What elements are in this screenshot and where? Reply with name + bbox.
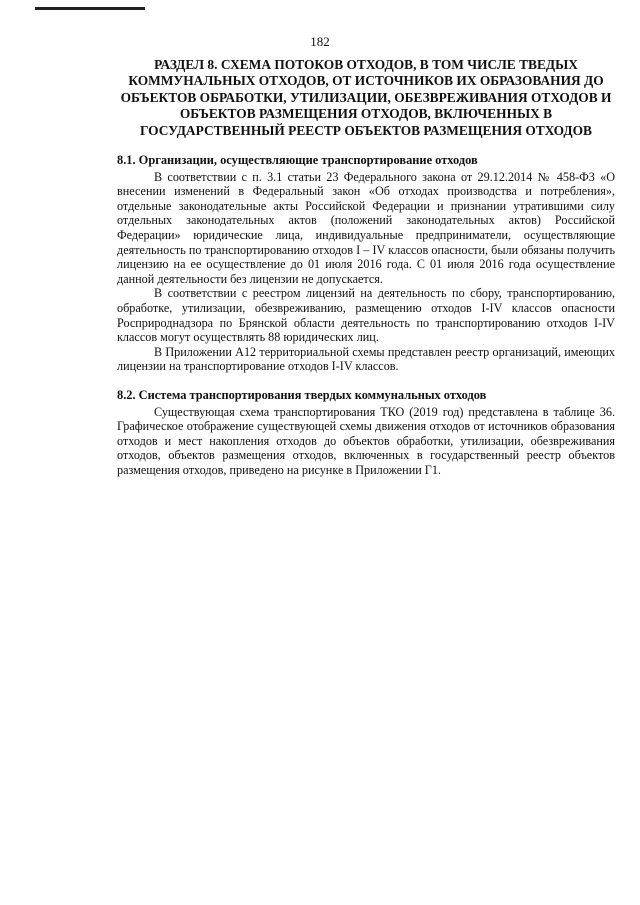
spacer: [117, 374, 615, 388]
section-title-line: ГОСУДАРСТВЕННЫЙ РЕЕСТР ОБЪЕКТОВ РАЗМЕЩЕНИЯ ОТХОДОВ: [139, 122, 592, 138]
section-title-line: РАЗДЕЛ 8. СХЕМА ПОТОКОВ ОТХОДОВ, В ТОМ ЧИСЛЕ ТВЕДЫХ: [154, 57, 578, 72]
section-title-line: КОММУНАЛЬНЫХ ОТХОДОВ, ОТ ИСТОЧНИКОВ ИХ ОБРАЗОВАНИЯ ДО: [128, 73, 604, 89]
paragraph: Существующая схема транспортирования ТКО (2019 год) представлена в таблице 36. Графическое отображение существующей схемы движения отходов от источников образования отходов и мест накопления отходов до объектов обработки, утилизации, обезвреживания отходов, объектов размещения отходов, включенных в государственный реестр объектов размещения отходов, приведено на рисунке в Приложении Г1.: [117, 404, 615, 477]
page-number: 182: [310, 34, 330, 49]
paragraph: В соответствии с реестром лицензий на деятельность по сбору, транспортированию, обработке, утилизации, обезвреживанию, размещению отходов I-IV классов опасности Росприроднадзора по Брянской области деятельность по транспортированию отходов I-IV классов могут осуществлять 88 юридических лиц.: [117, 286, 615, 345]
section-title: [117, 57, 615, 139]
section-title-line: ОБЪЕКТОВ РАЗМЕЩЕНИЯ ОТХОДОВ, ВКЛЮЧЕННЫХ В: [179, 106, 553, 122]
section-title-line: ОБЪЕКТОВ ОБРАБОТКИ, УТИЛИЗАЦИИ, ОБЕЗВРЕЖИВАНИЯ ОТХОДОВ И: [120, 89, 612, 105]
top-rule: [35, 7, 145, 10]
paragraph: В соответствии с п. 3.1 статьи 23 Федерального закона от 29.12.2014 № 458-ФЗ «О внесении изменений в Федеральный закон «Об отходах производства и потребления», отдельные законодательные акты Российской Федерации и признании утратившими силу отдельных законодательных актов (положений законодательных актов) Российской Федерации» юридические лица, индивидуальные предприниматели, осуществляющие деятельность по транспортированию отходов I – IV классов опасности, были обязаны получить лицензию на ее осуществление до 01 июля 2016 года. С 01 июля 2016 года осуществление данной деятельности без лицензии не допускается.: [117, 169, 615, 286]
document-body: [117, 57, 615, 478]
paragraph: В Приложении А12 территориальной схемы представлен реестр организаций, имеющих лицензии на транспортирование отходов I-IV классов.: [117, 344, 615, 374]
subsection-heading-8-1: 8.1. Организации, осуществляющие транспортирование отходов: [117, 153, 478, 168]
subsection-heading-8-2: 8.2. Система транспортирования твердых коммунальных отходов: [117, 387, 487, 402]
